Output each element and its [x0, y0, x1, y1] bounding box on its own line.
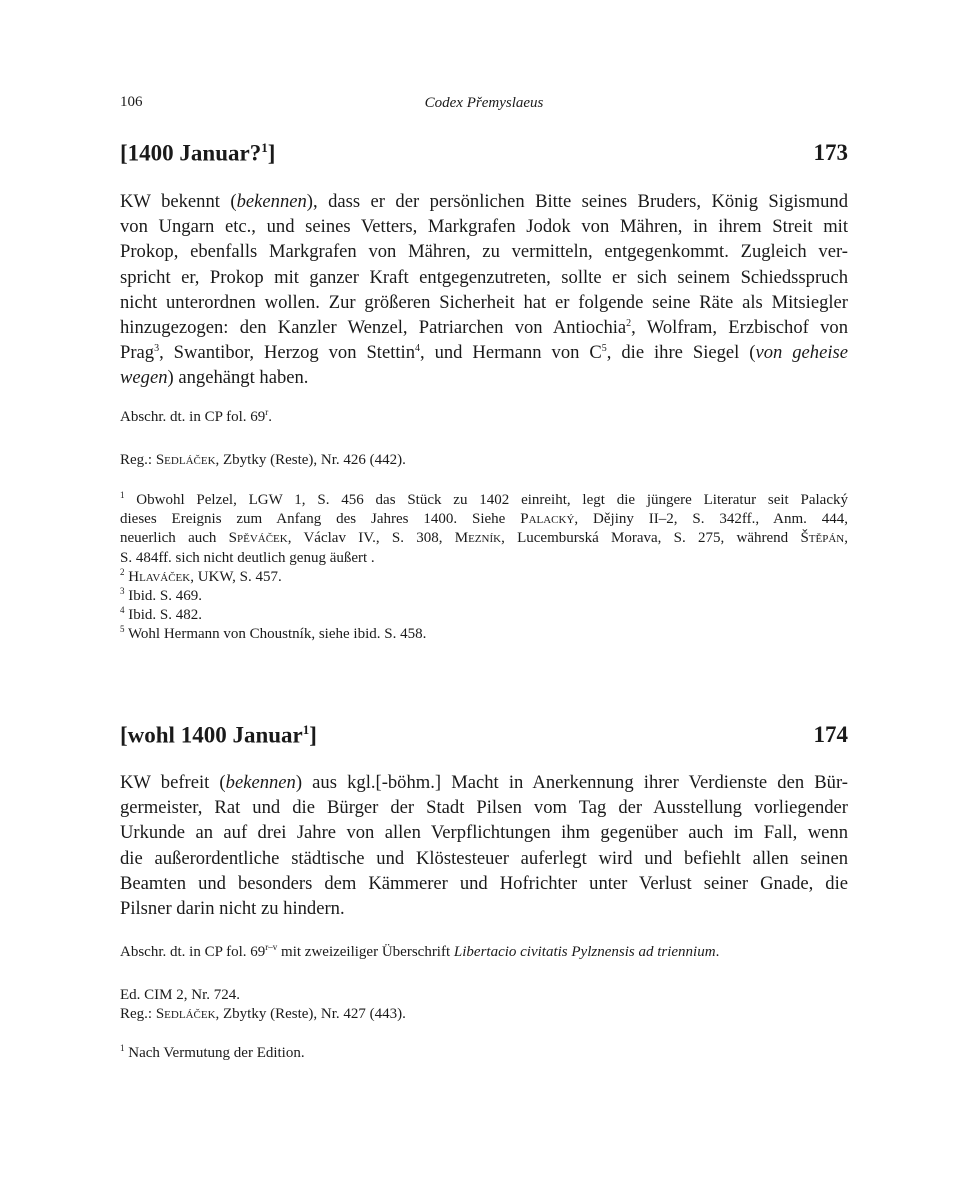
footnote-marker: 1 — [302, 722, 310, 737]
footnote-line: neuerlich auch Spěváček, Václav IV., S. 308, Mezník, Lucemburská Morava, S. 275, während Štěpán, — [120, 530, 848, 547]
regest-line: Pilsner darin nicht zu hindern. — [120, 897, 345, 919]
regest-line: hinzugezogen: den Kanzler Wenzel, Patriarchen von Antiochia$^2$, Wolfram, Erzbischof von — [120, 316, 848, 338]
regest-line: die außerordentliche städtische und Klöstesteuer auferlegt wird und befiehlt allen seinen — [120, 847, 848, 869]
footnotes — [120, 1044, 848, 1063]
footnote-marker: 1 — [261, 140, 268, 155]
running-title: Codex Přemyslaeus — [424, 95, 544, 111]
regest-line: Urkunde an auf drei Jahre von allen Verpflichtungen ihm gegenüber auch im Fall, wenn — [120, 822, 848, 844]
entry-date: [1400 Januar?$^1$] — [120, 140, 276, 166]
entry-number: 173 — [813, 140, 848, 165]
regest-line: Beamten und besonders dem Kämmerer und Hofrichter unter Verlust seiner Gnade, die — [120, 872, 848, 894]
footnote-line: $^3$ Ibid. S. 469. — [120, 586, 203, 604]
footnote-line: $^2$ Hlaváček, UKW, S. 457. — [120, 567, 282, 585]
entry-date: [wohl 1400 Januar$^1$] — [120, 722, 317, 748]
running-head — [120, 94, 848, 116]
regest-line: von Ungarn etc., und seines Vetters, Markgrafen Jodok von Mähren, in ihrem Streit mit — [120, 216, 848, 238]
edition-note: Ed. CIM 2, Nr. 724. — [120, 987, 240, 1003]
footnote-line: $^4$ Ibid. S. 482. — [120, 606, 203, 624]
entry-heading — [120, 722, 848, 752]
regest-line: spricht er, Prokop mit ganzer Kraft entgegenzutreten, sollte er sich seinem Schiedsspruch — [120, 266, 848, 288]
copy-note: Abschr. dt. in CP fol. 69$^{r-v}$ mit zweizeiliger Überschrift Libertacio civitatis Pylznensis ad triennium. — [120, 942, 720, 960]
entry-number: 174 — [813, 722, 848, 747]
regest-text — [120, 189, 848, 391]
page-number: 106 — [120, 94, 143, 110]
footnote-line: S. 484ff. sich nicht deutlich genug äußert . — [120, 549, 375, 566]
regest-line: Prokop, ebenfalls Markgrafen von Mähren, zu vermitteln, entgegenkommt. Zugleich ver- — [120, 241, 848, 263]
footnote-line: $^5$ Wohl Hermann von Choustník, siehe ibid. S. 458. — [120, 625, 427, 643]
entry-heading — [120, 140, 848, 170]
regest-line: wegen) angehängt haben. — [120, 367, 309, 389]
footnotes — [120, 491, 848, 645]
footnote-line: dieses Ereignis zum Anfang des Jahres 1400. Siehe Palacký, Dějiny II–2, S. 342ff., Anm. 444, — [120, 511, 848, 528]
regest-line: KW bekennt (bekennen), dass er der persönlichen Bitte seines Bruders, König Sigismund — [120, 191, 848, 212]
regesta-note: Reg.: Sedláček, Zbytky (Reste), Nr. 426 (442). — [120, 452, 406, 468]
regesta-note: Reg.: Sedláček, Zbytky (Reste), Nr. 427 (443). — [120, 1006, 406, 1022]
footnote-line: $^1$ Nach Vermutung der Edition. — [120, 1044, 305, 1061]
regest-line: Prag$^3$, Swantibor, Herzog von Stettin$^4$, und Hermann von $C^5$, die ihre Siegel (von geheise — [120, 342, 848, 364]
regest-line: KW befreit (bekennen) aus kgl.[-böhm.] Macht in Anerkennung ihrer Verdienste den Bür- — [120, 772, 848, 793]
copy-note: Abschr. dt. in CP fol. 69$^r$. — [120, 407, 273, 425]
footnote-line: $^1$ Obwohl Pelzel, LGW 1, S. 456 das Stück zu 1402 einreiht, legt die jüngere Literatur seit Palacký — [120, 491, 848, 508]
regest-line: nicht unterordnen wollen. Zur größeren Sicherheit hat er folgende seine Räte als Mitsiegler — [120, 291, 848, 313]
regest-text — [120, 770, 848, 921]
regest-line: germeister, Rat und die Bürger der Stadt Pilsen vom Tag der Ausstellung vorliegender — [120, 797, 848, 819]
